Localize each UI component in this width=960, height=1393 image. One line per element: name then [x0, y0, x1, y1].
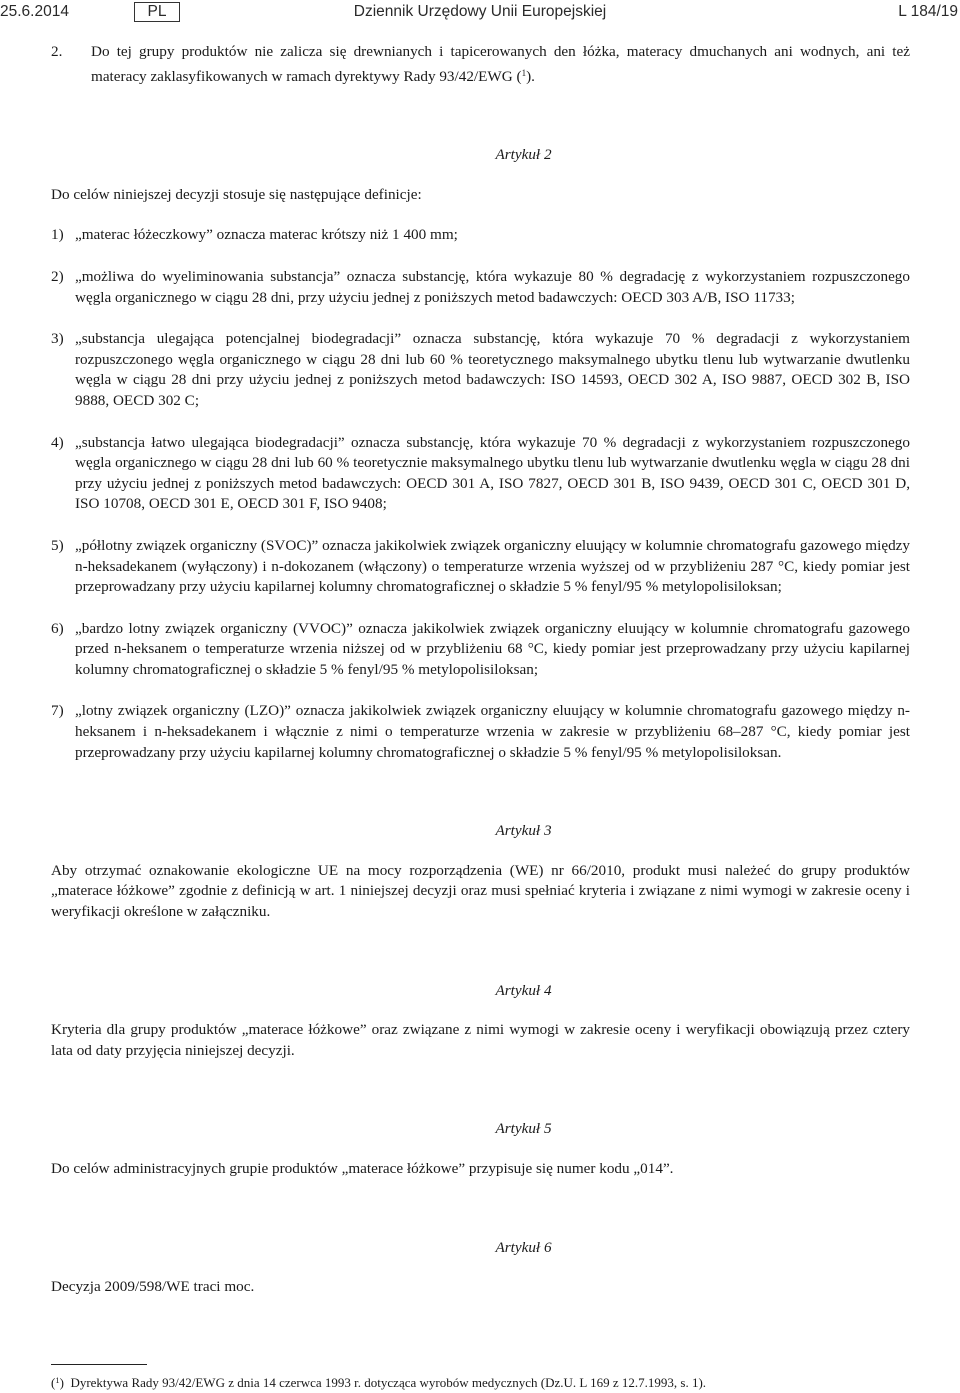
item-text: „substancja ulegająca potencjalnej biodegradacji” oznacza substancję, która wykazuje 70 % degradacji z wykorzystaniem rozpuszczonego węgla organicznego w ciągu 28 dni lub 60 % teoretycznego maksymalnego ubytku tlenu lub wytwarzanie dwutlenku węgla w ciągu 28 dni przy użyciu jednej z poniższych metod badawczych: ISO 14593, OECD 302 A, ISO 9887, OECD 302 B, ISO 9888, OECD 302 C; [75, 330, 910, 409]
page-header [0, 0, 960, 24]
definition-item [51, 536, 910, 598]
item-text: „substancja łatwo ulegająca biodegradacji” oznacza substancję, która wykazuje 70 % degradacji z wykorzystaniem rozpuszczonego węgla organicznego w ciągu 28 dni lub 60 % teoretycznie maksymalnego ubytku tlenu lub wytwarzanie dwutlenku węgla w ciągu 28 dni przy użyciu jednej z poniższych metod badawczych: OECD 301 A, ISO 7827, OECD 301 B, ISO 9439, OECD 301 C, OECD 301 D, ISO 10708, OECD 301 E, OECD 301 F, ISO 9408; [75, 433, 910, 513]
page-reference: L 184/19 [898, 3, 958, 20]
article-5-title: Artykuł 5 [495, 1120, 552, 1138]
intro-paragraph [51, 42, 910, 87]
journal-title: Dziennik Urzędowy Unii Europejskiej [353, 3, 607, 20]
footnote-mark: 1 [55, 1375, 60, 1385]
language-badge: PL [134, 2, 180, 22]
item-number: 1) [51, 226, 64, 244]
item-number: 4) [51, 433, 64, 451]
article-5-text: Do celów administracyjnych grupie produktów „materace łóżkowe” przypisuje się numer kodu „014”. [51, 1160, 674, 1177]
article-4-text: Kryteria dla grupy produktów „materace łóżkowe” oraz związane z nimi wymogi w zakresie oceny i weryfikacji obowiązują przez cztery lata od daty przyjęcia niniejszej decyzji. [51, 1021, 910, 1059]
article-6-title: Artykuł 6 [495, 1238, 552, 1256]
item-text: „możliwa do wyeliminowania substancja” oznacza substancję, która wykazuje 80 % degradację z wykorzystaniem rozpuszczonego węgla organicznego w ciągu 28 dni, przy użyciu jednej z poniższych metod badawczych: OECD 303 A/B, ISO 11733; [75, 267, 910, 306]
item-number: 6) [51, 619, 64, 637]
definition-item [51, 433, 910, 515]
article-3-text: Aby otrzymać oznakowanie ekologiczne UE na mocy rozporządzenia (WE) nr 66/2010, produkt musi należeć do grupy produktów „materace łóżkowe” zgodnie z definicją w art. 1 niniejszej decyzji oraz musi spełniać kryteria i związane z nimi wymogi w zakresie oceny i weryfikacji określone w załączniku. [51, 861, 910, 921]
article-2-title: Artykuł 2 [495, 146, 552, 164]
intro-text-end: ). [526, 67, 535, 85]
footnote: ($^1$) Dyrektywa Rady 93/42/EWG z dnia 14 czerwca 1993 r. dotycząca wyrobów medycznych (Dz.U. L 169 z 12.7.1993, s. 1). [51, 1375, 707, 1390]
item-number: 3) [51, 330, 64, 348]
definition-item [51, 329, 910, 411]
article-3-title: Artykuł 3 [495, 822, 552, 840]
definition-item [51, 701, 910, 763]
article-6-text: Decyzja 2009/598/WE traci moc. [51, 1278, 255, 1296]
article-2-lead: Do celów niniejszej decyzji stosuje się następujące definicje: [51, 185, 422, 203]
footnote-divider [51, 1364, 147, 1365]
item-text: „lotny związek organiczny (LZO)” oznacza jakikolwiek związek organiczny eluujący w kolumnie chromatografu gazowego między n-heksanem i n-heksadekanem i włącznie z nimi o temperaturze wrzenia w zakresie w przybliżeniu 68–287 °C, kiedy pomiar jest przeprowadzany przy użyciu kapilarnej kolumny chromatograficznej o składzie 5 % fenyl/95 % metylopolisiloksan. [75, 702, 910, 761]
item-text: „materac łóżeczkowy” oznacza materac krótszy niż 1 400 mm; [75, 226, 458, 244]
definition-item [51, 619, 910, 681]
header-date: 25.6.2014 [0, 3, 69, 20]
item-text: „półlotny związek organiczny (SVOC)” oznacza jakikolwiek związek organiczny eluujący w kolumnie chromatografu gazowego między n-heksadekanem (wyłączony) i n-dokozanem (włączony) o temperaturze wrzenia wyższej od w przybliżeniu 287 °C, kiedy pomiar jest przeprowadzany przy użyciu kapilarnej kolumny chromatograficznej o składzie 5 % fenyl/95 % metylopolisiloksan; [75, 536, 910, 596]
definition-item [51, 225, 910, 246]
article-4-title: Artykuł 4 [495, 981, 552, 999]
intro-number: 2. [51, 43, 63, 60]
footnote-reference[interactable]: 1 [521, 67, 527, 78]
item-text: „bardzo lotny związek organiczny (VVOC)” oznacza jakikolwiek związek organiczny eluujący w kolumnie chromatografu gazowego przed n-heksanem o temperaturze wrzenia niższej od w przybliżeniu 68 °C, kiedy pomiar jest przeprowadzany przy użyciu kapilarnej kolumny chromatograficznej o składzie 5 % fenyl/95 % metylopolisiloksan; [75, 619, 910, 678]
item-number: 7) [51, 702, 64, 720]
footnote-text: Dyrektywa Rady 93/42/EWG z dnia 14 czerwca 1993 r. dotycząca wyrobów medycznych (Dz.U. L 169 z 12.7.1993, s. 1). [70, 1375, 707, 1390]
definition-item [51, 267, 910, 308]
document-body [51, 42, 910, 1318]
item-number: 5) [51, 536, 64, 554]
intro-text-wrap [91, 42, 910, 87]
intro-text: Do tej grupy produktów nie zalicza się drewnianych i tapicerowanych den łóżka, materacy dmuchanych ani wodnych, ani też materacy zaklasyfikowanych w ramach dyrektywy Rady 93/42/EWG ( [91, 43, 910, 85]
item-number: 2) [51, 267, 64, 285]
